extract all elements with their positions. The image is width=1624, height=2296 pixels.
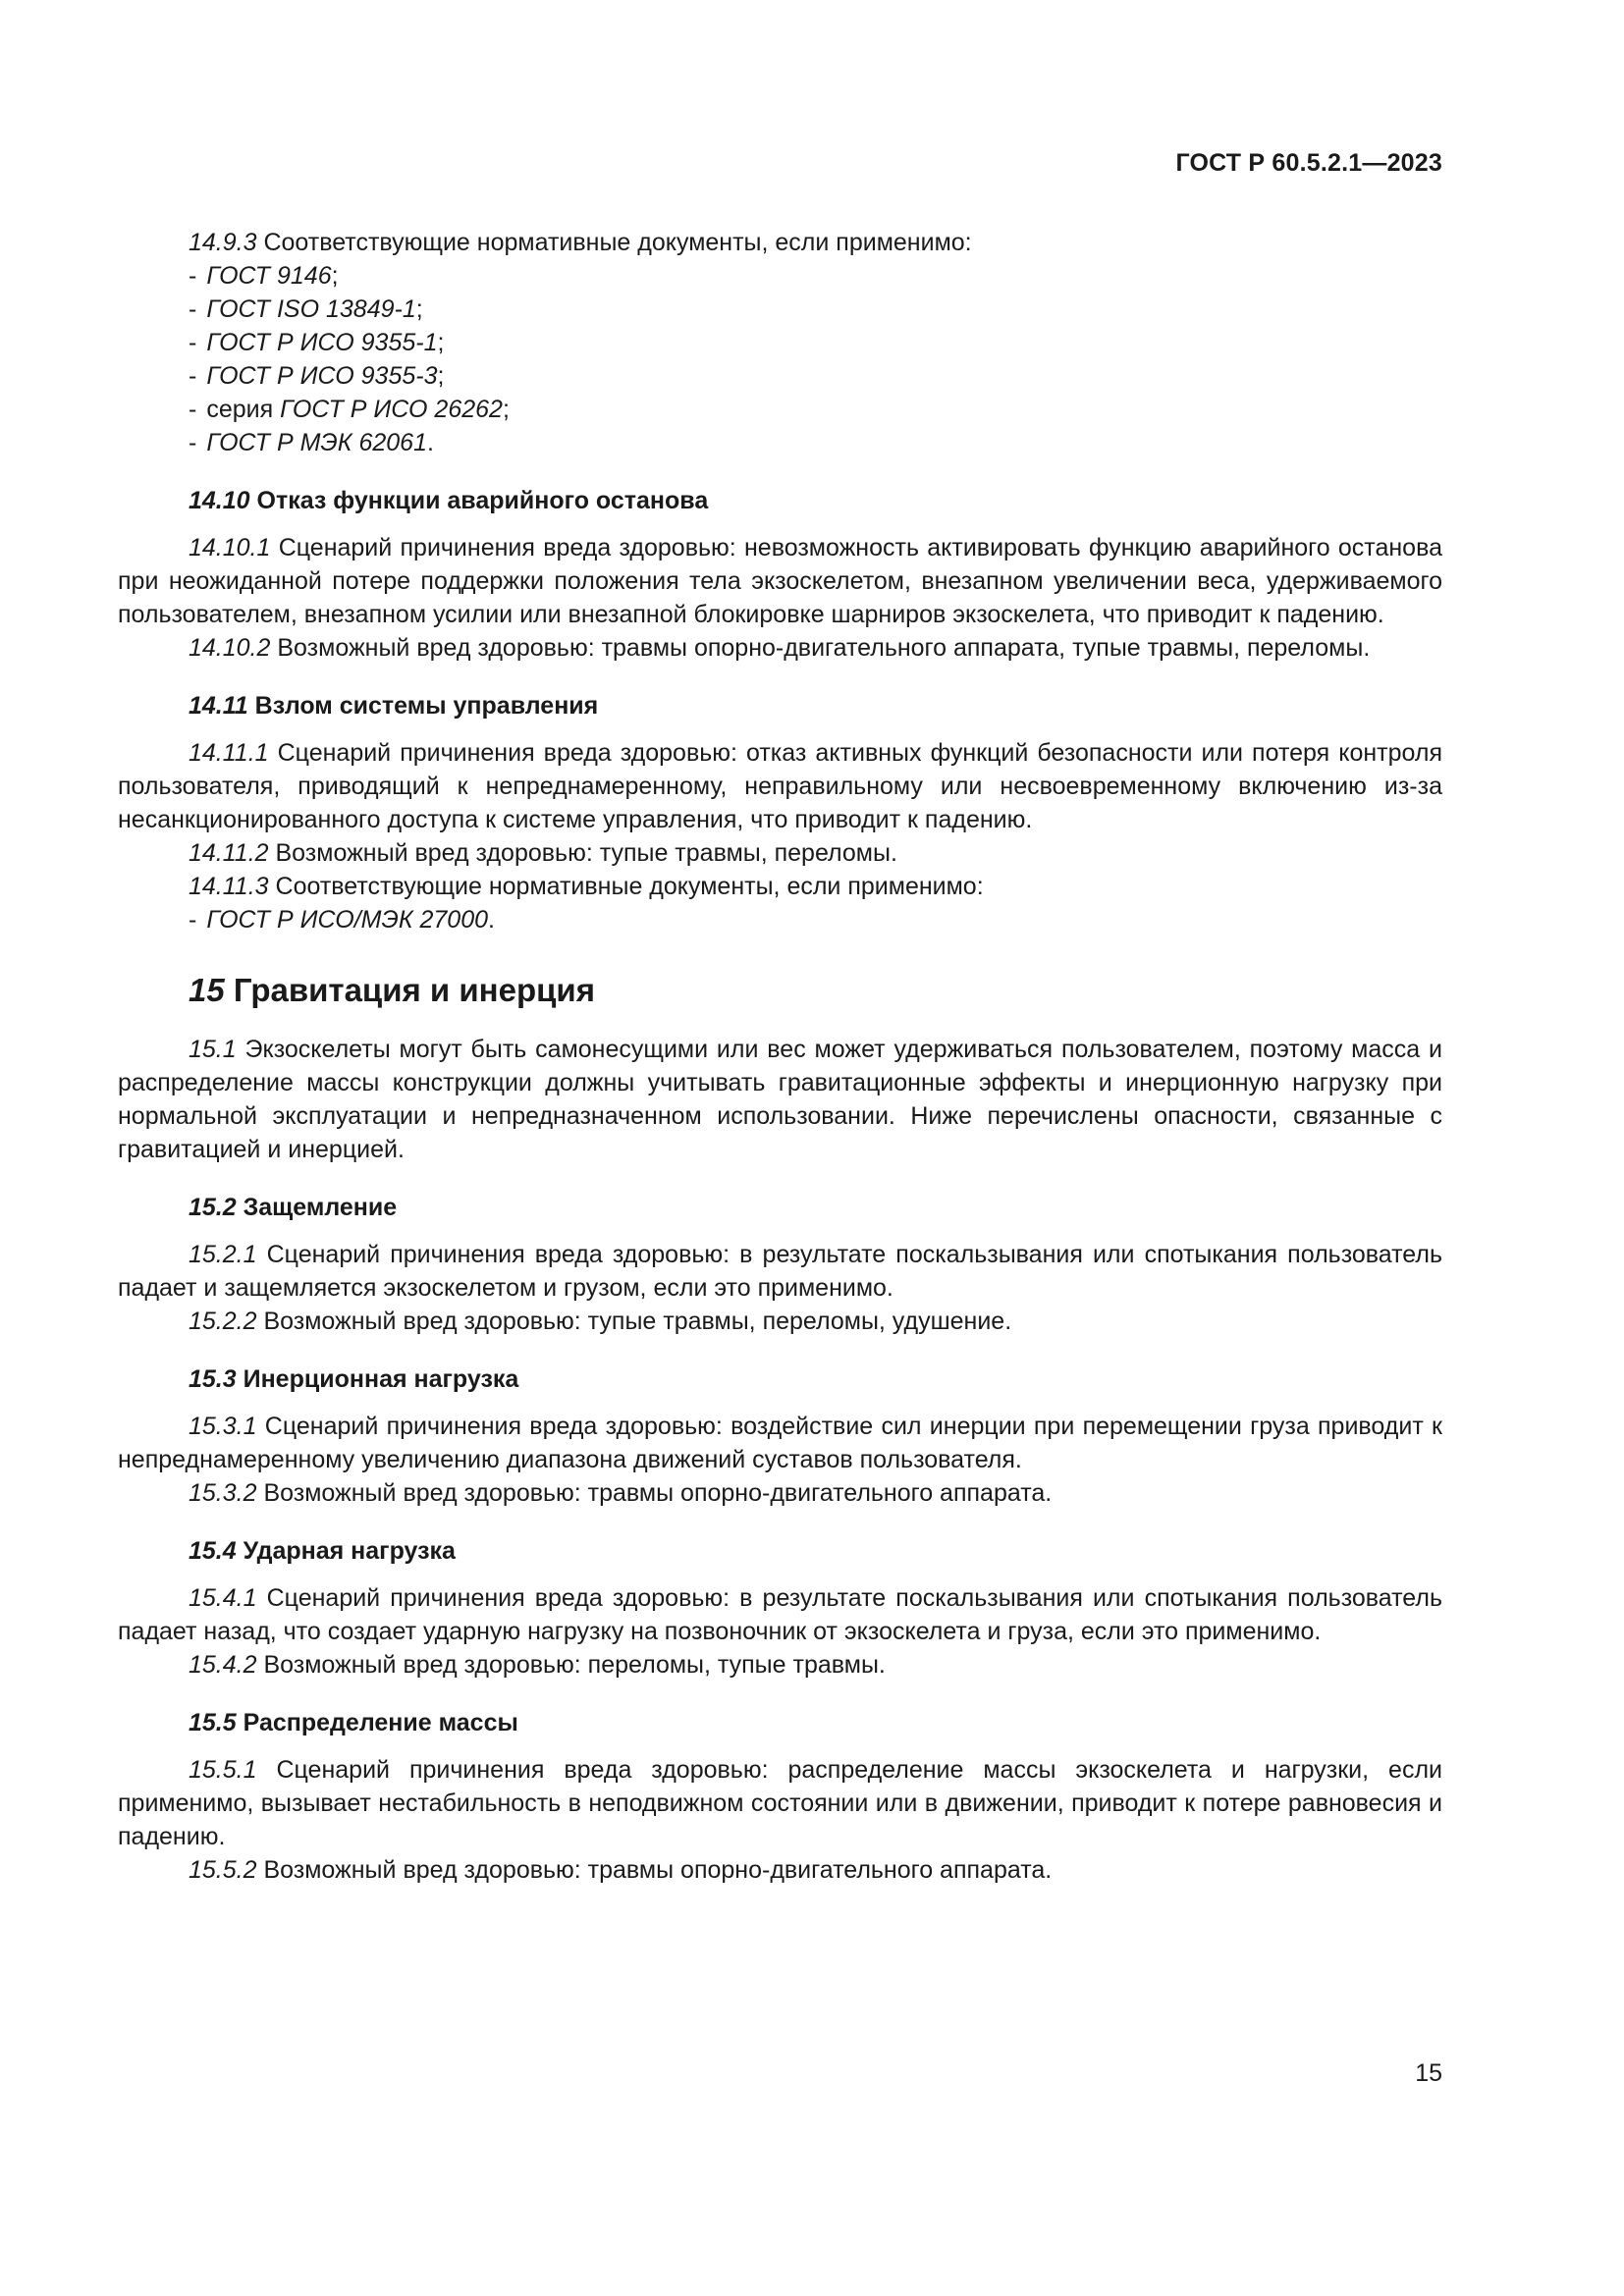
paragraph-15-4-1: 15.4.1 Сценарий причинения вреда здоровью: в результате поскальзывания или спотыкания пользователь падает назад, что создает ударную нагрузку на позвоночник от экзоскелета и груза, если это применимо.: [118, 1584, 1442, 1645]
paragraph-15-4-2: 15.4.2 Возможный вред здоровью: переломы, тупые травмы.: [189, 1651, 886, 1679]
clause-number: 14.9.3: [189, 229, 257, 256]
paragraph-14-10-1: 14.10.1 Сценарий причинения вреда здоровью: невозможность активировать функцию аварийного останова при неожиданной потере поддержки положения тела экзоскелетом, внезапном увеличении веса, удерживаемого пользователем, внезапном усилии или внезапной блокировке шарниров экзоскелета, что приводит к падению.: [118, 534, 1442, 628]
heading-15-2: 15.2 Защемление: [189, 1194, 398, 1221]
paragraph-15-5-1: 15.5.1 Сценарий причинения вреда здоровью: распределение массы экзоскелета и нагрузки, если применимо, вызывает нестабильность в неподвижном состоянии или в движении, приводит к потере равновесия и падению.: [118, 1756, 1442, 1850]
standard-ref: ГОСТ ISO 13849-1: [206, 295, 416, 323]
paragraph-15-2-1: 15.2.1 Сценарий причинения вреда здоровью: в результате поскальзывания или спотыкания пользователь падает и защемляется экзоскелетом и грузом, если это применимо.: [118, 1241, 1442, 1302]
list-item: - ГОСТ ISO 13849-1;: [189, 295, 423, 323]
paragraph-14-11-2: 14.11.2 Возможный вред здоровью: тупые травмы, переломы.: [189, 839, 897, 867]
heading-15-5: 15.5 Распределение массы: [189, 1709, 518, 1736]
heading-15-4: 15.4 Ударная нагрузка: [189, 1537, 456, 1565]
paragraph-14-10-2: 14.10.2 Возможный вред здоровью: травмы опорно-двигательного аппарата, тупые травмы, переломы.: [189, 634, 1371, 662]
document-body: [118, 226, 1442, 1887]
standard-ref: ГОСТ 9146: [206, 262, 332, 290]
list-item: - ГОСТ Р МЭК 62061.: [189, 429, 434, 456]
standards-list: [118, 903, 1442, 936]
document-header: ГОСТ Р 60.5.2.1—2023: [1175, 149, 1442, 177]
standard-ref: ГОСТ Р МЭК 62061: [206, 429, 427, 456]
list-item: - ГОСТ Р ИСО 9355-1;: [189, 329, 445, 356]
paragraph-15-3-1: 15.3.1 Сценарий причинения вреда здоровью: воздействие сил инерции при перемещении груза приводит к непреднамеренному увеличению диапазона движений суставов пользователя.: [118, 1413, 1442, 1473]
list-item: - ГОСТ 9146;: [189, 262, 339, 290]
paragraph-14-11-1: 14.11.1 Сценарий причинения вреда здоровью: отказ активных функций безопасности или потеря контроля пользователя, приводящий к непреднамеренному, неправильному или несвоевременному включению из-за несанкционированного доступа к системе управления, что приводит к падению.: [118, 739, 1442, 833]
standard-ref: ГОСТ Р ИСО 9355-1: [206, 329, 438, 356]
heading-15-3: 15.3 Инерционная нагрузка: [189, 1365, 519, 1393]
paragraph-15-1: 15.1 Экзоскелеты могут быть самонесущими или вес может удерживаться пользователем, поэтому масса и распределение массы конструкции должны учитывать гравитационные эффекты и инерционную нагрузку при нормальной эксплуатации и непредназначенном использовании. Ниже перечислены опасности, связанные с гравитацией и инерцией.: [118, 1036, 1442, 1163]
standard-ref: ГОСТ Р ИСО 9355-3: [206, 362, 438, 390]
paragraph-15-5-2: 15.5.2 Возможный вред здоровью: травмы опорно-двигательного аппарата.: [189, 1856, 1053, 1884]
standard-ref: ГОСТ Р ИСО/МЭК 27000: [206, 906, 489, 934]
standards-list: [118, 259, 1442, 459]
standard-ref: ГОСТ Р ИСО 26262: [280, 396, 503, 423]
heading-14-10: 14.10 Отказ функции аварийного останова: [189, 487, 709, 514]
list-item: - ГОСТ Р ИСО/МЭК 27000.: [189, 906, 495, 934]
page-number: 15: [1415, 2059, 1442, 2087]
paragraph-15-3-2: 15.3.2 Возможный вред здоровью: травмы опорно-двигательного аппарата.: [189, 1479, 1053, 1507]
list-item: - ГОСТ Р ИСО 9355-3;: [189, 362, 445, 390]
clause-text: Соответствующие нормативные документы, если применимо:: [256, 229, 972, 256]
list-item: - серия ГОСТ Р ИСО 26262;: [189, 396, 510, 423]
paragraph-14-9-3: [118, 226, 1442, 259]
paragraph-14-11-3: 14.11.3 Соответствующие нормативные документы, если применимо:: [189, 873, 984, 900]
heading-14-11: 14.11 Взлом системы управления: [189, 692, 599, 720]
paragraph-15-2-2: 15.2.2 Возможный вред здоровью: тупые травмы, переломы, удушение.: [189, 1308, 1012, 1335]
section-heading-15: 15 Гравитация и инерция: [189, 972, 595, 1008]
